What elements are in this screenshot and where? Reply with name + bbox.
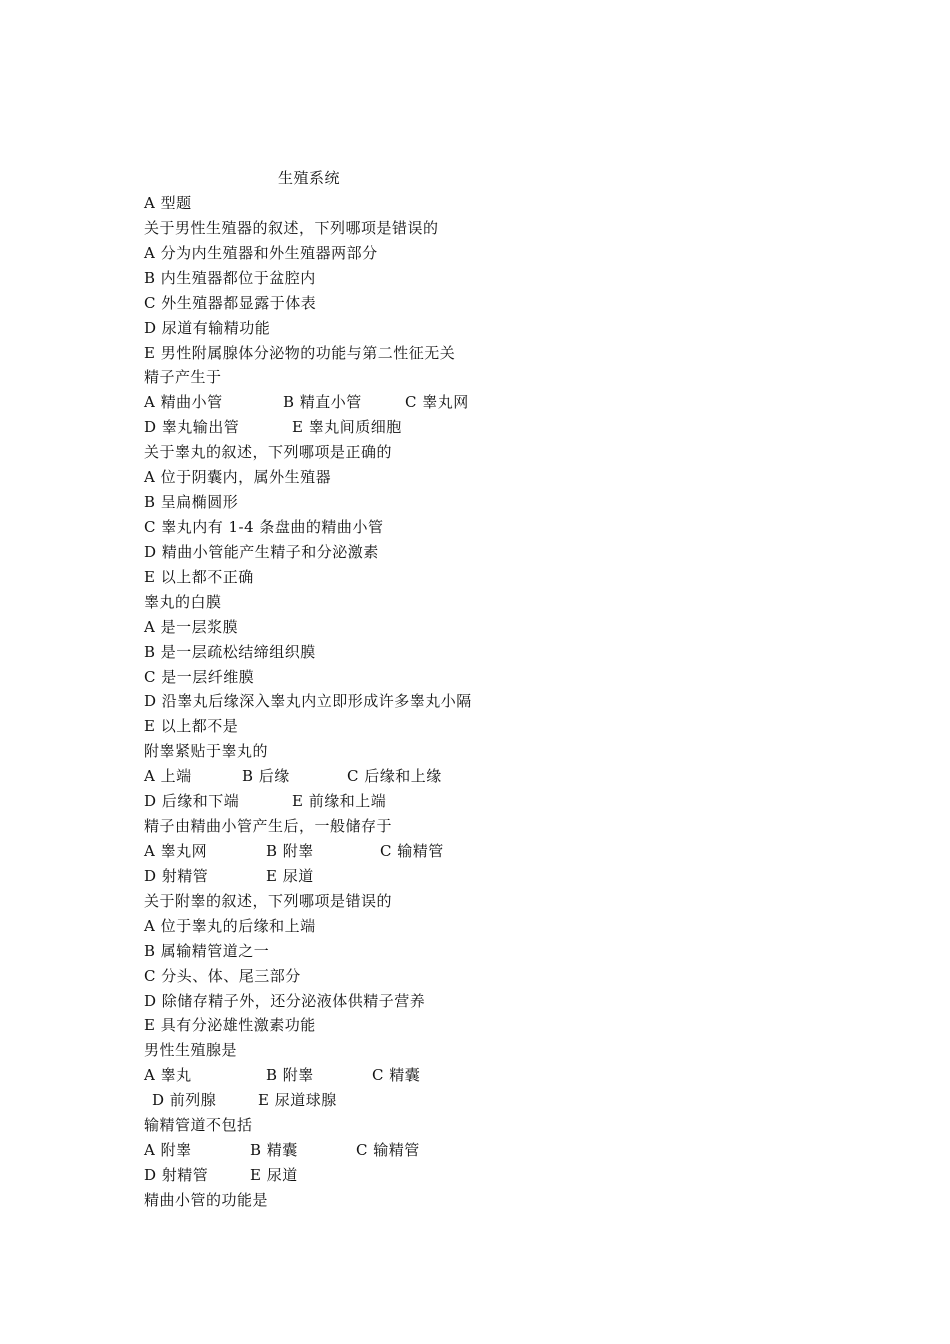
option-a: A 上端	[144, 767, 192, 786]
question-stem: 关于睾丸的叙述，下列哪项是正确的	[144, 443, 393, 462]
option-e: E 睾丸间质细胞	[292, 418, 402, 437]
option-d: D 前列腺	[152, 1091, 217, 1110]
option-e: E 尿道	[250, 1165, 298, 1184]
question-stem: 男性生殖腺是	[144, 1041, 238, 1060]
option-b: B 精囊	[250, 1141, 298, 1160]
option-d: D 睾丸输出管	[144, 418, 240, 437]
option-d: D 尿道有输精功能	[144, 318, 271, 337]
option-e: E 尿道球腺	[258, 1091, 337, 1110]
option-a: A 位于阴囊内，属外生殖器	[144, 468, 332, 487]
option-e: E 男性附属腺体分泌物的功能与第二性征无关	[144, 343, 456, 362]
option-c: C 输精管	[356, 1141, 420, 1160]
question-stem: 关于附睾的叙述，下列哪项是错误的	[144, 891, 393, 910]
option-b: B 后缘	[242, 767, 290, 786]
option-row	[144, 1164, 844, 1189]
question-list	[144, 192, 844, 1214]
option-b: B 精直小管	[283, 393, 362, 412]
option-a: A 分为内生殖器和外生殖器两部分	[144, 243, 378, 262]
option-c: C 输精管	[380, 841, 444, 860]
option-a: A 睾丸网	[144, 841, 208, 860]
option-c: C 后缘和上缘	[347, 767, 442, 786]
option-c: C 睾丸内有 1-4 条盘曲的精曲小管	[144, 517, 384, 536]
option-d: D 后缘和下端	[144, 792, 240, 811]
option-d: D 除储存精子外，还分泌液体供精子营养	[144, 991, 426, 1010]
option-row	[144, 1064, 844, 1089]
question-stem: 输精管道不包括	[144, 1116, 253, 1135]
option-a: A 是一层浆膜	[144, 617, 239, 636]
question-stem: 精曲小管的功能是	[144, 1190, 269, 1209]
option-c: C 外生殖器都显露于体表	[144, 293, 317, 312]
option-a: A 附睾	[144, 1141, 192, 1160]
option-e: E 以上都不正确	[144, 567, 254, 586]
option-row	[144, 865, 844, 890]
option-b: B 呈扁椭圆形	[144, 493, 239, 512]
option-e: E 前缘和上端	[292, 792, 387, 811]
question-stem: 附睾紧贴于睾丸的	[144, 742, 269, 761]
question-stem: 关于男性生殖器的叙述，下列哪项是错误的	[144, 218, 439, 237]
question-stem: 精子由精曲小管产生后，一般储存于	[144, 817, 393, 836]
option-row	[144, 790, 844, 815]
option-c: C 睾丸网	[405, 393, 469, 412]
option-a: A 精曲小管	[144, 393, 223, 412]
option-d: D 精曲小管能产生精子和分泌激素	[144, 542, 379, 561]
option-e: E 具有分泌雄性激素功能	[144, 1016, 316, 1035]
option-row	[144, 1089, 844, 1114]
option-b: B 附睾	[266, 841, 314, 860]
option-a: A 位于睾丸的后缘和上端	[144, 916, 316, 935]
option-b: B 是一层疏松结缔组织膜	[144, 642, 316, 661]
option-a: A 睾丸	[144, 1066, 192, 1085]
option-row	[144, 391, 844, 416]
option-e: E 尿道	[266, 866, 314, 885]
option-d: D 沿睾丸后缘深入睾丸内立即形成许多睾丸小隔	[144, 692, 472, 711]
option-d: D 射精管	[144, 1165, 209, 1184]
option-c: C 分头、体、尾三部分	[144, 966, 301, 985]
option-b: B 内生殖器都位于盆腔内	[144, 268, 316, 287]
question-stem: 睾丸的白膜	[144, 592, 222, 611]
section-heading: A 型题	[144, 194, 192, 212]
option-b: B 附睾	[266, 1066, 314, 1085]
question-stem: 精子产生于	[144, 368, 222, 387]
document-title: 生殖系统	[278, 169, 341, 187]
option-c: C 是一层纤维膜	[144, 667, 255, 686]
option-row	[144, 840, 844, 865]
option-row	[144, 1139, 844, 1164]
option-row	[144, 765, 844, 790]
option-d: D 射精管	[144, 866, 209, 885]
option-c: C 精囊	[372, 1066, 421, 1085]
option-e: E 以上都不是	[144, 717, 239, 736]
option-row	[144, 416, 844, 441]
option-b: B 属输精管道之一	[144, 941, 270, 960]
